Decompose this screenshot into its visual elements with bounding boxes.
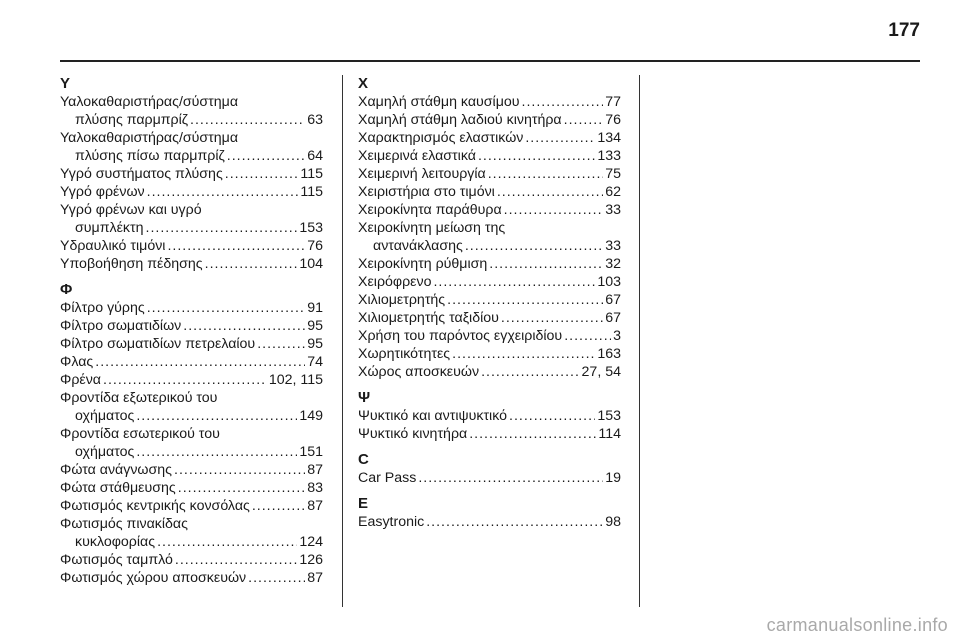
entry-row bbox=[358, 407, 621, 425]
index-entry bbox=[358, 425, 621, 443]
index-entry bbox=[358, 111, 621, 129]
entry-page: 87 bbox=[307, 462, 323, 478]
entry-row bbox=[358, 237, 621, 255]
section-letter: Χ bbox=[358, 75, 369, 92]
entry-row bbox=[60, 255, 323, 273]
entry-page: 163 bbox=[597, 346, 621, 362]
entry-row bbox=[60, 165, 323, 183]
dot-leader bbox=[525, 129, 595, 147]
entry-text: Φρένα bbox=[60, 372, 102, 388]
entry-first-line: Υαλοκαθαριστήρας/σύστημα bbox=[60, 94, 239, 110]
entry-page: 77 bbox=[605, 94, 621, 110]
dot-leader bbox=[452, 345, 595, 363]
index-section bbox=[358, 389, 621, 443]
entry-text: Υγρό συστήματος πλύσης bbox=[60, 166, 223, 182]
index-entry bbox=[358, 469, 621, 487]
dot-leader bbox=[433, 273, 595, 291]
dot-leader bbox=[489, 255, 603, 273]
dot-leader bbox=[95, 353, 305, 371]
column-divider-left bbox=[342, 75, 343, 607]
entry-text: Υγρό φρένων bbox=[60, 184, 145, 200]
dot-leader bbox=[522, 93, 604, 111]
index-entry bbox=[60, 237, 323, 255]
entry-row bbox=[60, 353, 323, 371]
entry-text: Υποβοήθηση πέδησης bbox=[60, 256, 203, 272]
section-letter: E bbox=[358, 495, 369, 512]
entry-text: Φίλτρο σωματιδίων πετρελαίου bbox=[60, 336, 256, 352]
entry-page: 67 bbox=[605, 292, 621, 308]
entry-page: 134 bbox=[597, 130, 621, 146]
dot-leader bbox=[564, 327, 611, 345]
page-number: 177 bbox=[888, 20, 920, 41]
entry-page: 75 bbox=[605, 166, 621, 182]
dot-leader bbox=[225, 165, 299, 183]
dot-leader bbox=[509, 407, 595, 425]
dot-leader bbox=[488, 165, 603, 183]
entry-page: 95 bbox=[307, 318, 323, 334]
index-entry bbox=[60, 255, 323, 273]
entry-row bbox=[358, 165, 621, 183]
dot-leader bbox=[447, 291, 603, 309]
index-entry bbox=[358, 363, 621, 381]
entry-text: Υδραυλικό τιμόνι bbox=[60, 238, 166, 254]
index-entry bbox=[60, 569, 323, 587]
entry-row bbox=[358, 255, 621, 273]
entry-text: Φωτισμός κεντρικής κονσόλας bbox=[60, 498, 250, 514]
dot-leader bbox=[174, 461, 305, 479]
entry-text: Φωτισμός ταμπλό bbox=[60, 552, 173, 568]
entry-text: Χωρητικότητες bbox=[358, 346, 451, 362]
entry-page: 114 bbox=[598, 426, 621, 442]
entry-row bbox=[60, 461, 323, 479]
entry-row bbox=[60, 533, 323, 551]
index-entry bbox=[358, 129, 621, 147]
entry-text: Χειροκίνητη ρύθμιση bbox=[358, 256, 488, 272]
index-entry bbox=[60, 129, 323, 165]
entry-page: 33 bbox=[605, 238, 621, 254]
entry-row bbox=[60, 111, 323, 129]
dot-leader bbox=[227, 147, 305, 165]
entry-row bbox=[60, 335, 323, 353]
dot-leader bbox=[157, 533, 297, 551]
dot-leader bbox=[497, 183, 603, 201]
entry-text: πλύσης παρμπρίζ bbox=[75, 112, 189, 128]
entry-row bbox=[60, 443, 323, 461]
dot-leader bbox=[426, 513, 603, 531]
index-entry bbox=[358, 513, 621, 531]
index-entry bbox=[358, 309, 621, 327]
index-entry bbox=[60, 335, 323, 353]
entry-first-line: Φωτισμός πινακίδας bbox=[60, 516, 188, 532]
entry-row bbox=[358, 147, 621, 165]
section-letter: Ψ bbox=[358, 389, 371, 406]
index-entry bbox=[358, 219, 621, 255]
entry-page: 126 bbox=[299, 552, 323, 568]
index-entry bbox=[60, 93, 323, 129]
entry-row bbox=[60, 317, 323, 335]
index-entry bbox=[60, 515, 323, 551]
entry-row bbox=[358, 327, 621, 345]
dot-leader bbox=[564, 111, 604, 129]
header-rule bbox=[60, 60, 920, 62]
entry-page: 64 bbox=[307, 148, 323, 164]
entry-row bbox=[358, 363, 621, 381]
dot-leader bbox=[478, 147, 595, 165]
dot-leader bbox=[167, 237, 305, 255]
entry-text: Χώρος αποσκευών bbox=[358, 364, 480, 380]
entry-page: 103 bbox=[597, 274, 621, 290]
column-divider-right bbox=[639, 75, 640, 607]
footer-watermark: carmanualsonline.info bbox=[766, 615, 948, 635]
entry-first-line: Χειροκίνητη μείωση της bbox=[358, 220, 506, 236]
entry-page: 27, 54 bbox=[581, 364, 621, 380]
index-entry bbox=[60, 317, 323, 335]
index-entry bbox=[358, 291, 621, 309]
dot-leader bbox=[501, 309, 603, 327]
entry-row bbox=[60, 219, 323, 237]
entry-text: οχήματος bbox=[75, 408, 135, 424]
entry-page: 91 bbox=[307, 300, 323, 316]
entry-page: 98 bbox=[605, 514, 621, 530]
index-entry bbox=[358, 345, 621, 363]
index-entry bbox=[358, 93, 621, 111]
entry-text: Ψυκτικό και αντιψυκτικό bbox=[358, 408, 508, 424]
index-entry bbox=[358, 183, 621, 201]
dot-leader bbox=[147, 299, 305, 317]
entry-page: 104 bbox=[299, 256, 323, 272]
entry-row bbox=[358, 309, 621, 327]
entry-page: 63 bbox=[307, 112, 323, 128]
entry-page: 87 bbox=[307, 570, 323, 586]
entry-text: Φωτισμός χώρου αποσκευών bbox=[60, 570, 247, 586]
index-entry bbox=[60, 389, 323, 425]
dot-leader bbox=[469, 425, 596, 443]
entry-text: Χαμηλή στάθμη λαδιού κινητήρα bbox=[358, 112, 562, 128]
entry-page: 115 bbox=[300, 184, 323, 200]
entry-page: 95 bbox=[307, 336, 323, 352]
entry-text: Χειροκίνητα παράθυρα bbox=[358, 202, 502, 218]
dot-leader bbox=[481, 363, 579, 381]
dot-leader bbox=[136, 443, 297, 461]
entry-row bbox=[60, 497, 323, 515]
entry-text: Easytronic bbox=[358, 514, 425, 530]
dot-leader bbox=[504, 201, 604, 219]
entry-row bbox=[60, 551, 323, 569]
entry-text: Χαρακτηρισμός ελαστικών bbox=[358, 130, 524, 146]
entry-page: 151 bbox=[299, 444, 323, 460]
entry-row bbox=[60, 237, 323, 255]
entry-first-line: Υαλοκαθαριστήρας/σύστημα bbox=[60, 130, 239, 146]
entry-row bbox=[60, 147, 323, 165]
entry-page: 62 bbox=[605, 184, 621, 200]
entry-page: 153 bbox=[299, 220, 323, 236]
entry-first-line: Φροντίδα εσωτερικού του bbox=[60, 426, 220, 442]
dot-leader bbox=[146, 219, 298, 237]
index-entry bbox=[358, 327, 621, 345]
entry-text: Χιλιομετρητής bbox=[358, 292, 446, 308]
entry-row bbox=[358, 93, 621, 111]
entry-text: Χειμερινή λειτουργία bbox=[358, 166, 486, 182]
dot-leader bbox=[136, 407, 297, 425]
entry-page: 33 bbox=[605, 202, 621, 218]
entry-row bbox=[60, 183, 323, 201]
index-entry bbox=[60, 551, 323, 569]
entry-text: Φίλτρο γύρης bbox=[60, 300, 145, 316]
dot-leader bbox=[465, 237, 603, 255]
entry-text: Χαμηλή στάθμη καυσίμου bbox=[358, 94, 520, 110]
dot-leader bbox=[103, 371, 267, 389]
index-column-right bbox=[358, 75, 621, 539]
entry-text: Φώτα ανάγνωσης bbox=[60, 462, 172, 478]
entry-row bbox=[60, 299, 323, 317]
entry-text: Ψυκτικό κινητήρα bbox=[358, 426, 468, 442]
dot-leader bbox=[147, 183, 299, 201]
entry-page: 19 bbox=[605, 470, 621, 486]
index-section bbox=[60, 281, 323, 587]
entry-row bbox=[60, 479, 323, 497]
entry-page: 76 bbox=[307, 238, 323, 254]
index-entry bbox=[358, 273, 621, 291]
entry-page: 32 bbox=[605, 256, 621, 272]
entry-row bbox=[60, 407, 323, 425]
index-entry bbox=[358, 407, 621, 425]
index-entry bbox=[60, 165, 323, 183]
section-letter: Φ bbox=[60, 281, 73, 298]
dot-leader bbox=[252, 497, 305, 515]
entry-text: οχήματος bbox=[75, 444, 135, 460]
entry-text: Car Pass bbox=[358, 470, 417, 486]
index-entry bbox=[60, 183, 323, 201]
index-entry bbox=[60, 201, 323, 237]
index-entry bbox=[60, 425, 323, 461]
index-entry bbox=[358, 165, 621, 183]
section-letter: Υ bbox=[60, 75, 71, 92]
entry-row bbox=[358, 183, 621, 201]
entry-text: Χειριστήρια στο τιμόνι bbox=[358, 184, 495, 200]
entry-row bbox=[358, 201, 621, 219]
entry-text: Χιλιομετρητής ταξιδίου bbox=[358, 310, 499, 326]
entry-text: Φίλτρο σωματιδίων bbox=[60, 318, 182, 334]
entry-text: Χειμερινά ελαστικά bbox=[358, 148, 476, 164]
entry-row bbox=[60, 569, 323, 587]
entry-page: 102, 115 bbox=[268, 372, 323, 388]
dot-leader bbox=[190, 111, 305, 129]
entry-row bbox=[60, 371, 323, 389]
entry-page: 3 bbox=[613, 328, 621, 344]
entry-row bbox=[358, 111, 621, 129]
index-entry bbox=[358, 147, 621, 165]
dot-leader bbox=[183, 317, 305, 335]
entry-text: Φώτα στάθμευσης bbox=[60, 480, 176, 496]
entry-text: κυκλοφορίας bbox=[75, 534, 156, 550]
entry-row bbox=[358, 129, 621, 147]
entry-first-line: Υγρό φρένων και υγρό bbox=[60, 202, 202, 218]
entry-text: Χειρόφρενο bbox=[358, 274, 432, 290]
entry-page: 83 bbox=[307, 480, 323, 496]
entry-first-line: Φροντίδα εξωτερικού του bbox=[60, 390, 218, 406]
index-section bbox=[358, 75, 621, 381]
dot-leader bbox=[205, 255, 298, 273]
section-letter: C bbox=[358, 451, 369, 468]
index-entry bbox=[358, 201, 621, 219]
index-section bbox=[358, 495, 621, 531]
index-section bbox=[358, 451, 621, 487]
entry-page: 67 bbox=[605, 310, 621, 326]
entry-page: 115 bbox=[300, 166, 323, 182]
entry-row bbox=[358, 273, 621, 291]
dot-leader bbox=[257, 335, 305, 353]
entry-page: 124 bbox=[299, 534, 323, 550]
entry-row bbox=[358, 425, 621, 443]
index-entry bbox=[60, 479, 323, 497]
entry-page: 153 bbox=[597, 408, 621, 424]
entry-text: Χρήση του παρόντος εγχειριδίου bbox=[358, 328, 563, 344]
index-section bbox=[60, 75, 323, 273]
index-entry bbox=[60, 299, 323, 317]
entry-text: αντανάκλασης bbox=[373, 238, 463, 254]
dot-leader bbox=[418, 469, 603, 487]
index-entry bbox=[358, 255, 621, 273]
dot-leader bbox=[175, 551, 297, 569]
dot-leader bbox=[248, 569, 305, 587]
index-entry bbox=[60, 371, 323, 389]
entry-page: 76 bbox=[605, 112, 621, 128]
entry-row bbox=[358, 345, 621, 363]
entry-row bbox=[358, 469, 621, 487]
entry-page: 74 bbox=[307, 354, 323, 370]
entry-text: συμπλέκτη bbox=[75, 220, 144, 236]
dot-leader bbox=[178, 479, 305, 497]
entry-text: Φλας bbox=[60, 354, 94, 370]
entry-row bbox=[358, 513, 621, 531]
entry-page: 149 bbox=[299, 408, 323, 424]
entry-text: πλύσης πίσω παρμπρίζ bbox=[75, 148, 225, 164]
entry-page: 133 bbox=[597, 148, 621, 164]
index-entry bbox=[60, 461, 323, 479]
index-column-left bbox=[60, 75, 323, 595]
entry-row bbox=[358, 291, 621, 309]
index-entry bbox=[60, 353, 323, 371]
index-entry bbox=[60, 497, 323, 515]
entry-page: 87 bbox=[307, 498, 323, 514]
